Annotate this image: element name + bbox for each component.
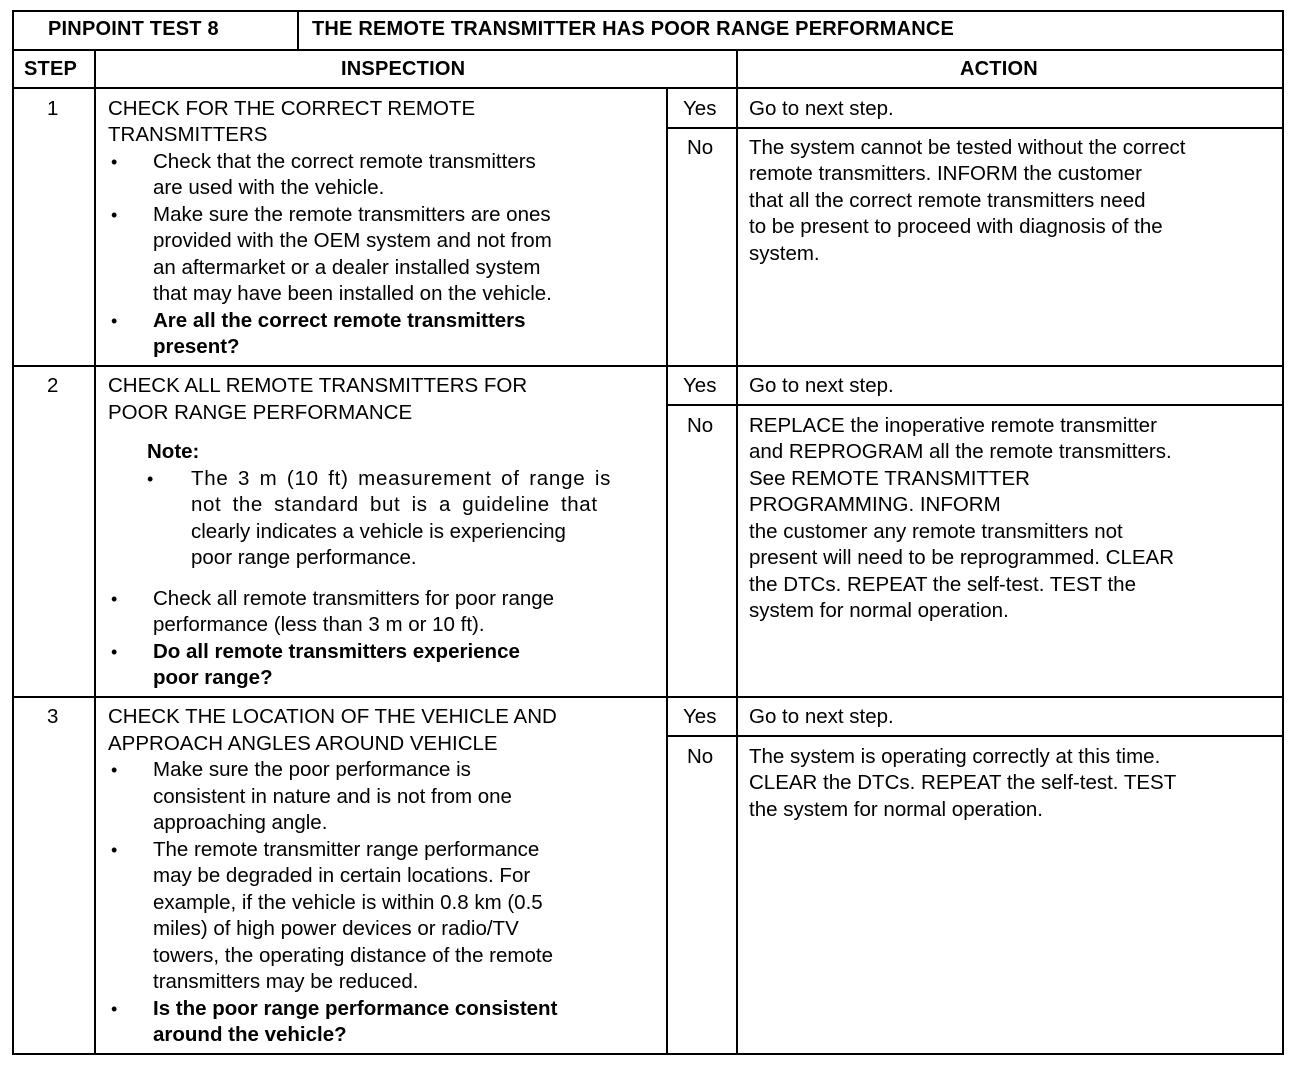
yes-label: Yes bbox=[683, 705, 717, 728]
step-question-line: Do all remote transmitters experience bbox=[153, 640, 520, 663]
no-label: No bbox=[687, 136, 714, 159]
yes-label: Yes bbox=[683, 97, 717, 120]
note-text-line: The 3 m (10 ft) measurement of range is bbox=[191, 467, 612, 490]
no-label: No bbox=[687, 414, 714, 437]
bullet-text-line: are used with the vehicle. bbox=[153, 176, 385, 199]
step-number: 3 bbox=[47, 705, 59, 728]
test-title: THE REMOTE TRANSMITTER HAS POOR RANGE PERFORMANCE bbox=[312, 18, 955, 40]
divider bbox=[666, 735, 1284, 737]
bullet-icon: • bbox=[111, 311, 118, 331]
step-question-line: Are all the correct remote transmitters bbox=[153, 309, 526, 332]
divider bbox=[12, 87, 1284, 89]
bullet-text-line: an aftermarket or a dealer installed system bbox=[153, 256, 541, 279]
bullet-text-line: approaching angle. bbox=[153, 811, 328, 834]
bullet-icon: • bbox=[111, 205, 118, 225]
step-title-line: POOR RANGE PERFORMANCE bbox=[108, 401, 413, 424]
no-action-line: the DTCs. REPEAT the self-test. TEST the bbox=[749, 573, 1136, 596]
bullet-text-line: Make sure the remote transmitters are ones bbox=[153, 203, 551, 226]
step-number: 1 bbox=[47, 97, 59, 120]
no-action-line: that all the correct remote transmitters need bbox=[749, 189, 1146, 212]
divider bbox=[297, 10, 299, 50]
divider bbox=[12, 365, 1284, 367]
bullet-text-line: Check all remote transmitters for poor range bbox=[153, 587, 555, 610]
no-action-line: REPLACE the inoperative remote transmitter bbox=[749, 414, 1157, 437]
divider bbox=[12, 49, 1284, 51]
no-action-line: to be present to proceed with diagnosis of the bbox=[749, 215, 1163, 238]
bullet-text-line: Check that the correct remote transmitters bbox=[153, 150, 536, 173]
no-action-line: and REPROGRAM all the remote transmitters. bbox=[749, 440, 1172, 463]
bullet-text-line: miles) of high power devices or radio/TV bbox=[153, 917, 519, 940]
no-action-line: present will need to be reprogrammed. CLEAR bbox=[749, 546, 1175, 569]
bullet-icon: • bbox=[111, 760, 118, 780]
column-header-inspection: INSPECTION bbox=[341, 58, 466, 80]
bullet-icon: • bbox=[111, 152, 118, 172]
no-label: No bbox=[687, 745, 714, 768]
step-question-line: around the vehicle? bbox=[153, 1023, 347, 1046]
divider bbox=[736, 49, 738, 1055]
note-text-line: not the standard but is a guideline that bbox=[191, 493, 598, 516]
divider bbox=[666, 404, 1284, 406]
divider bbox=[94, 49, 96, 1055]
no-action-line: remote transmitters. INFORM the customer bbox=[749, 162, 1143, 185]
bullet-text-line: performance (less than 3 m or 10 ft). bbox=[153, 613, 485, 636]
no-action-line: CLEAR the DTCs. REPEAT the self-test. TEST bbox=[749, 771, 1177, 794]
bullet-text-line: Make sure the poor performance is bbox=[153, 758, 471, 781]
step-title-line: CHECK FOR THE CORRECT REMOTE bbox=[108, 97, 476, 120]
bullet-text-line: example, if the vehicle is within 0.8 km (0.5 bbox=[153, 891, 543, 914]
no-action-line: PROGRAMMING. INFORM bbox=[749, 493, 1001, 516]
divider bbox=[666, 87, 668, 1055]
bullet-icon: • bbox=[111, 642, 118, 662]
no-action-line: system. bbox=[749, 242, 820, 265]
bullet-text-line: that may have been installed on the vehicle. bbox=[153, 282, 552, 305]
yes-action: Go to next step. bbox=[749, 374, 894, 397]
no-action-line: the system for normal operation. bbox=[749, 798, 1043, 821]
bullet-text-line: may be degraded in certain locations. For bbox=[153, 864, 531, 887]
note-label: Note: bbox=[147, 440, 200, 463]
step-title-line: CHECK THE LOCATION OF THE VEHICLE AND bbox=[108, 705, 557, 728]
divider bbox=[12, 696, 1284, 698]
test-label: PINPOINT TEST 8 bbox=[48, 18, 219, 40]
no-action-line: See REMOTE TRANSMITTER bbox=[749, 467, 1030, 490]
yes-action: Go to next step. bbox=[749, 705, 894, 728]
column-header-action: ACTION bbox=[960, 58, 1038, 80]
no-action-line: The system is operating correctly at this time. bbox=[749, 745, 1161, 768]
yes-label: Yes bbox=[683, 374, 717, 397]
step-title-line: CHECK ALL REMOTE TRANSMITTERS FOR bbox=[108, 374, 528, 397]
column-header-step: STEP bbox=[24, 58, 78, 80]
bullet-text-line: towers, the operating distance of the remote bbox=[153, 944, 553, 967]
step-number: 2 bbox=[47, 374, 59, 397]
divider bbox=[666, 127, 1284, 129]
note-text-line: poor range performance. bbox=[191, 546, 417, 569]
bullet-icon: • bbox=[111, 840, 118, 860]
step-question-line: Is the poor range performance consistent bbox=[153, 997, 558, 1020]
no-action-line: the customer any remote transmitters not bbox=[749, 520, 1123, 543]
note-text-line: clearly indicates a vehicle is experiencing bbox=[191, 520, 566, 543]
bullet-icon: • bbox=[147, 469, 154, 489]
yes-action: Go to next step. bbox=[749, 97, 894, 120]
step-title-line: TRANSMITTERS bbox=[108, 123, 268, 146]
bullet-text-line: consistent in nature and is not from one bbox=[153, 785, 512, 808]
step-question-line: poor range? bbox=[153, 666, 273, 689]
bullet-icon: • bbox=[111, 999, 118, 1019]
bullet-text-line: The remote transmitter range performance bbox=[153, 838, 540, 861]
no-action-line: system for normal operation. bbox=[749, 599, 1009, 622]
step-title-line: APPROACH ANGLES AROUND VEHICLE bbox=[108, 732, 498, 755]
step-question-line: present? bbox=[153, 335, 240, 358]
bullet-text-line: provided with the OEM system and not from bbox=[153, 229, 552, 252]
no-action-line: The system cannot be tested without the correct bbox=[749, 136, 1186, 159]
bullet-text-line: transmitters may be reduced. bbox=[153, 970, 419, 993]
bullet-icon: • bbox=[111, 589, 118, 609]
